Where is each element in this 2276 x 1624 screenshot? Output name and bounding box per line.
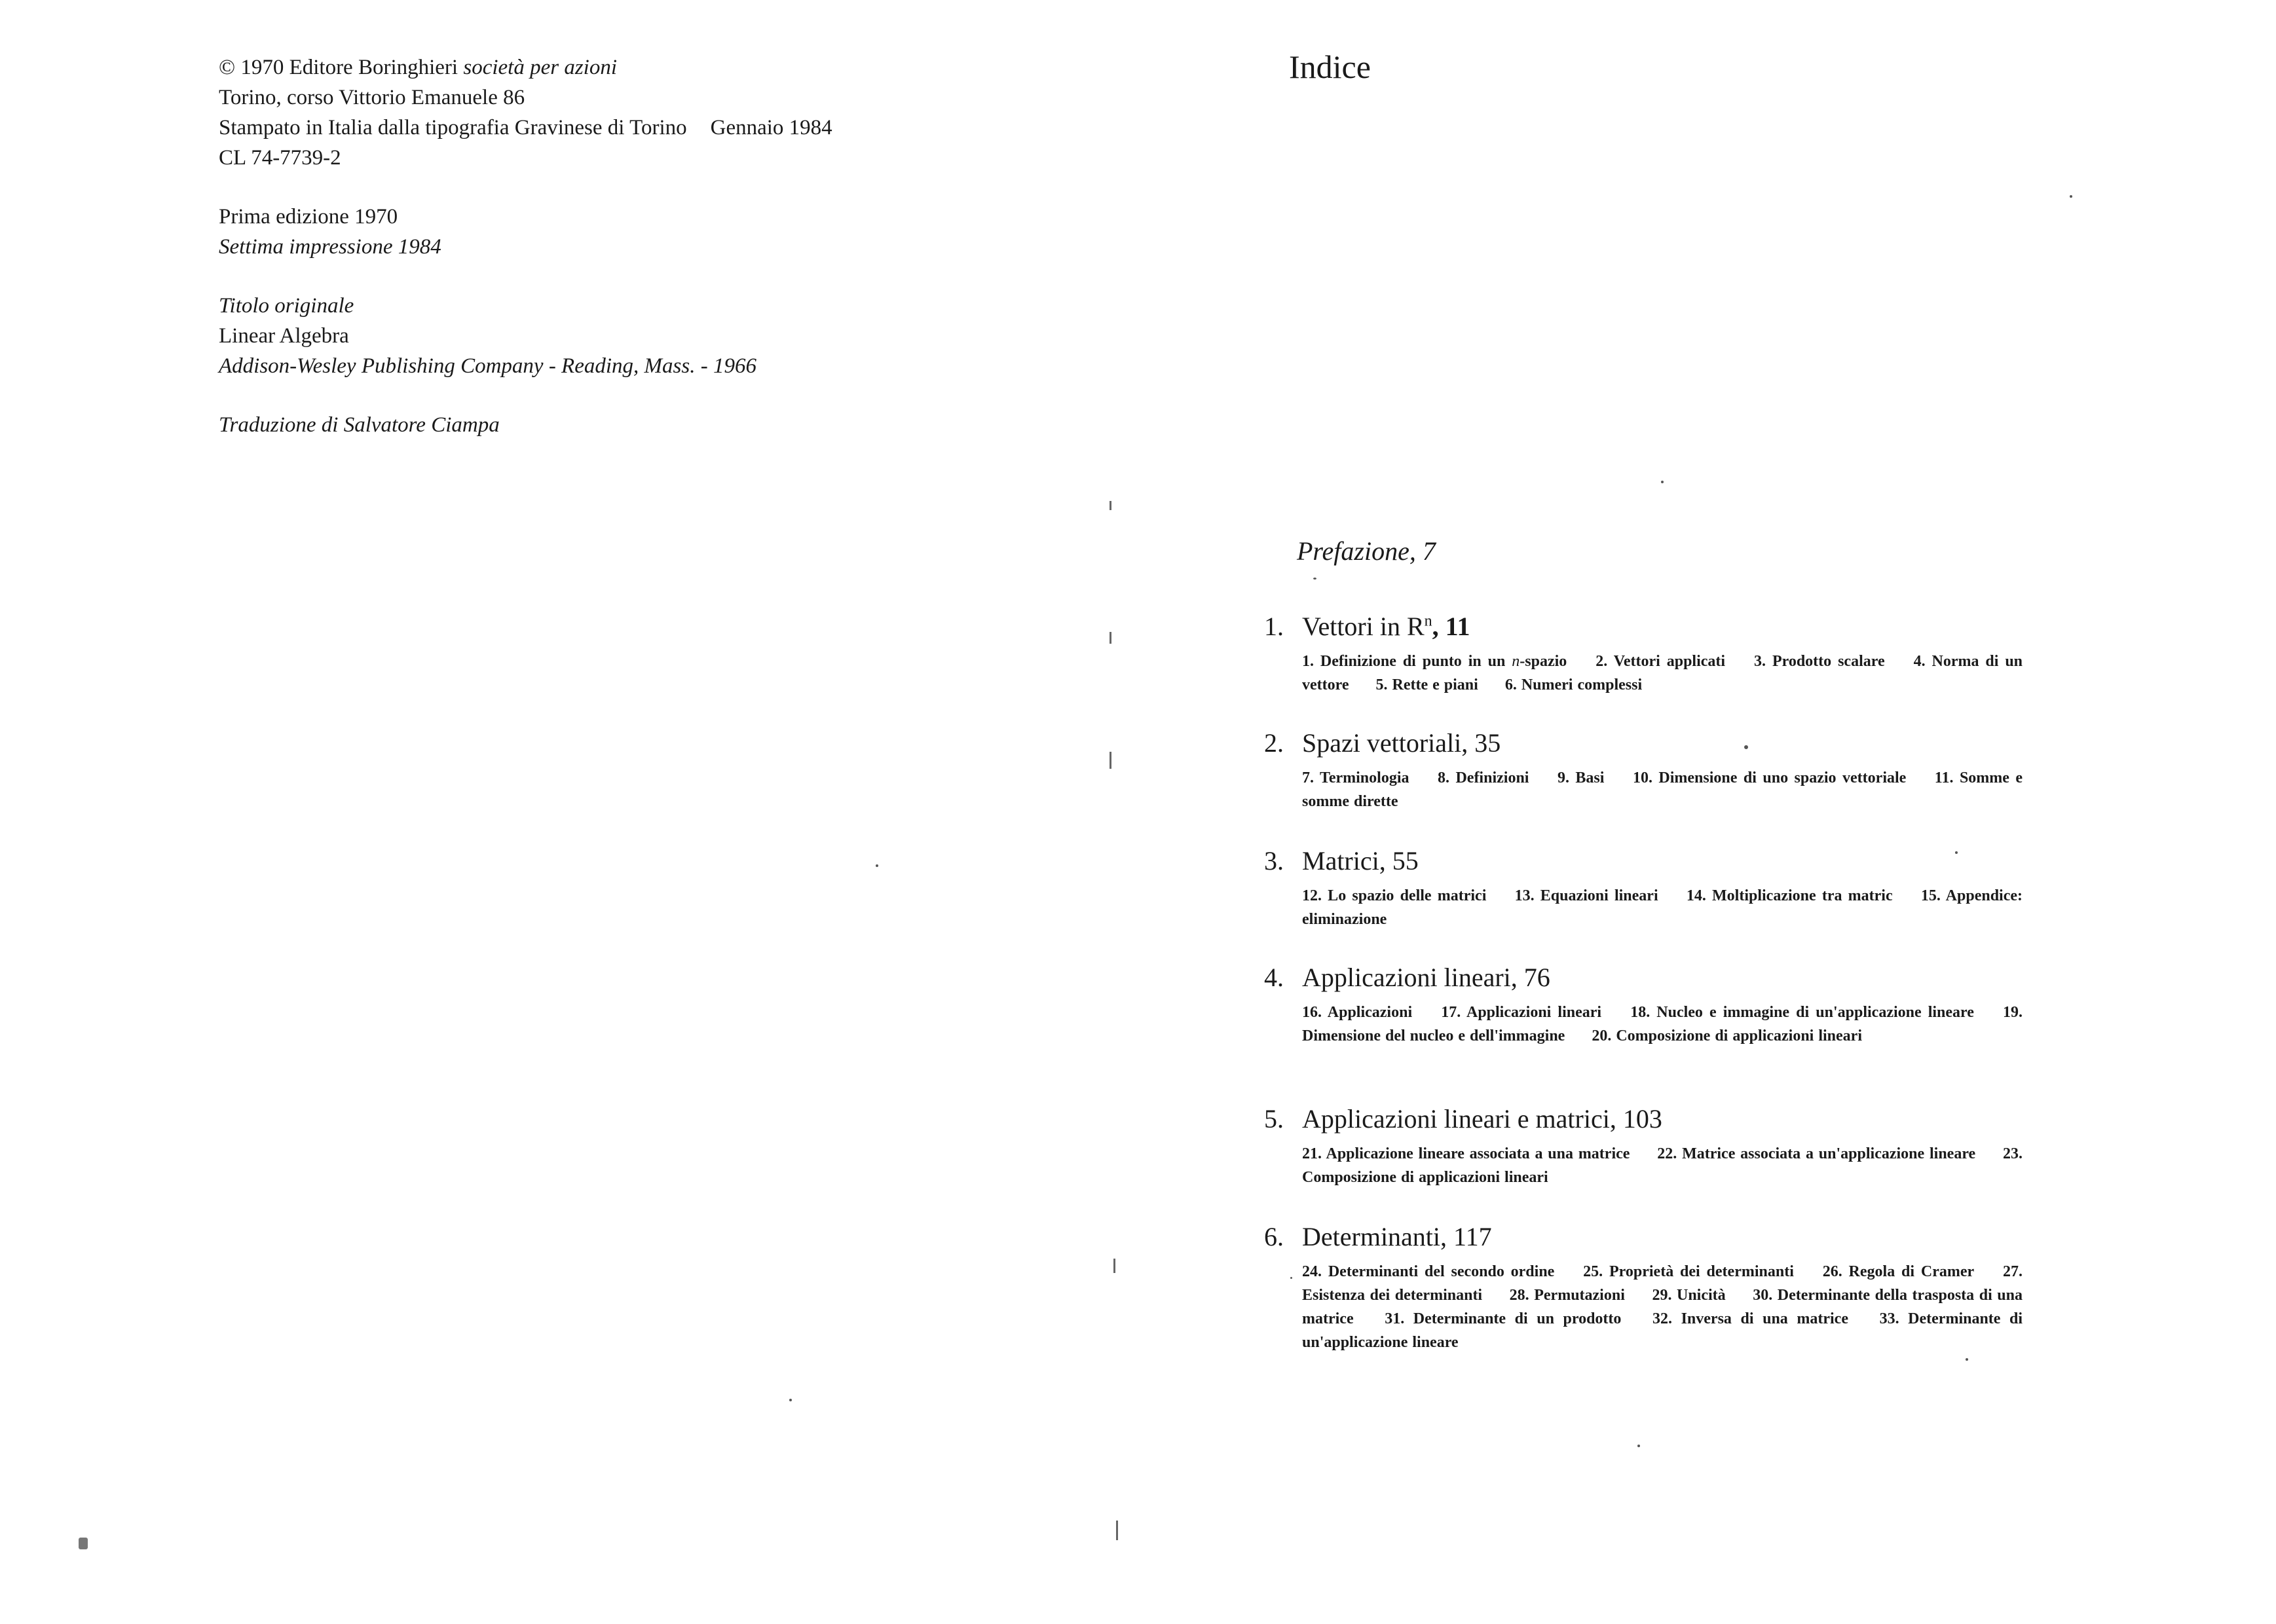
section-item: 4. Norma di un vettore [1302, 653, 2023, 693]
original-publisher: Addison-Wesley Publishing Company - Reading, Mass. - 1966 [219, 354, 756, 378]
chapter-number: 2. [1264, 728, 1284, 758]
chapter-heading [1264, 1221, 2024, 1253]
chapter-page: , 103 [1609, 1104, 1662, 1134]
index-title: Indice [1289, 48, 1371, 85]
chapter-sections [1302, 650, 2023, 697]
preface-label: Prefazione [1297, 536, 1409, 566]
colophon-translation-block [219, 410, 1037, 440]
company-form: società per azioni [463, 56, 618, 79]
chapter-heading [1264, 1103, 2024, 1135]
section-item: 27. Esistenza dei determinanti [1302, 1263, 2023, 1304]
colophon-publisher-block [219, 52, 1037, 173]
chapter-entry [1264, 610, 2024, 697]
gutter-mark [1113, 1259, 1115, 1273]
copyright-text: © 1970 Editore Boringhieri [219, 56, 464, 79]
section-item: 19. Dimensione del nucleo e dell'immagine [1302, 1004, 2023, 1044]
section-item: 7. Terminologia [1302, 769, 1409, 786]
impression: Settima impressione 1984 [219, 235, 441, 259]
chapter-number: 5. [1264, 1104, 1284, 1134]
chapter-page: , 35 [1461, 728, 1501, 758]
chapter-entry [1264, 1103, 2024, 1189]
section-item: 20. Composizione di applicazioni lineari [1592, 1027, 1863, 1044]
chapter-sections [1302, 1142, 2023, 1189]
section-item [1302, 653, 1567, 670]
scan-speck [1637, 1445, 1640, 1447]
translation-credit: Traduzione di Salvatore Ciampa [219, 413, 500, 437]
copyright-line [219, 52, 1037, 83]
colophon-edition-block [219, 202, 1037, 262]
chapter-number: 4. [1264, 963, 1284, 992]
colophon [219, 52, 1037, 469]
colophon-original-block [219, 291, 1037, 381]
section-item: 18. Nucleo e immagine di un'applicazione lineare [1630, 1004, 1974, 1021]
chapter-title: Applicazioni lineari e matrici [1302, 1104, 1610, 1134]
preface-entry [1297, 536, 1436, 567]
section-item: 17. Applicazioni lineari [1441, 1004, 1602, 1021]
chapter-sections [1302, 884, 2023, 931]
chapter-page: , 11 [1432, 612, 1470, 641]
publisher-address: Torino, corso Vittorio Emanuele 86 [219, 86, 525, 109]
section-item: 13. Equazioni lineari [1514, 887, 1658, 904]
chapter-title-superscript: n [1424, 612, 1432, 630]
scan-speck [1744, 745, 1748, 749]
section-item: 31. Determinante di un prodotto [1385, 1310, 1622, 1327]
original-title-label: Titolo originale [219, 294, 354, 318]
section-text: 1. Definizione di punto in un [1302, 653, 1512, 670]
chapter-sections [1302, 1260, 2023, 1354]
chapter-title: Applicazioni lineari [1302, 963, 1511, 992]
chapter-number: 3. [1264, 846, 1284, 876]
scan-speck [1955, 851, 1958, 854]
scan-speck [1313, 578, 1316, 580]
chapter-page: , 55 [1379, 846, 1419, 876]
section-item: 10. Dimensione di uno spazio vettoriale [1632, 769, 1907, 786]
section-item: 9. Basi [1557, 769, 1605, 786]
section-italic: n [1512, 653, 1520, 670]
chapter-sections [1302, 766, 2023, 813]
scan-speck [79, 1538, 88, 1549]
chapter-title: Matrici [1302, 846, 1379, 876]
section-item: 24. Determinanti del secondo ordine [1302, 1263, 1555, 1280]
chapter-heading [1264, 961, 2024, 994]
chapter-title: Vettori in R [1302, 612, 1425, 641]
section-item: 3. Prodotto scalare [1754, 653, 1885, 670]
original-title: Linear Algebra [219, 324, 349, 348]
section-item: 12. Lo spazio delle matrici [1302, 887, 1487, 904]
section-item: 5. Rette e piani [1375, 676, 1478, 693]
section-item: 16. Applicazioni [1302, 1004, 1413, 1021]
section-item: 30. Determinante della trasposta di una matrice [1302, 1287, 2023, 1327]
chapter-entry [1264, 961, 2024, 1048]
gutter-mark [1110, 632, 1111, 644]
scan-speck [1290, 1277, 1292, 1279]
scan-speck [789, 1399, 792, 1401]
chapter-entry [1264, 1221, 2024, 1354]
chapter-entry [1264, 727, 2024, 813]
chapter-heading [1264, 845, 2024, 877]
chapter-page: , 117 [1440, 1222, 1492, 1251]
section-suffix: -spazio [1520, 653, 1567, 670]
section-item: 23. Composizione di applicazioni lineari [1302, 1145, 2023, 1186]
section-item: 11. Somme e somme dirette [1302, 769, 2023, 810]
printing-text: Stampato in Italia dalla tipografia Gravinese di Torino [219, 116, 687, 139]
scan-speck [1966, 1358, 1968, 1361]
chapter-heading [1264, 610, 2024, 643]
section-item: 28. Permutazioni [1509, 1287, 1625, 1304]
chapter-heading [1264, 727, 2024, 760]
gutter-mark [1110, 752, 1111, 769]
cl-code: CL 74-7739-2 [219, 146, 341, 170]
section-item: 21. Applicazione lineare associata a una matrice [1302, 1145, 1630, 1162]
preface-page: , 7 [1409, 536, 1436, 566]
printing-line [219, 113, 1037, 143]
gutter-mark [1116, 1521, 1118, 1540]
section-item: 25. Proprietà dei determinanti [1583, 1263, 1794, 1280]
section-item: 15. Appendice: eliminazione [1302, 887, 2023, 928]
chapter-number: 1. [1264, 612, 1284, 641]
chapter-number: 6. [1264, 1222, 1284, 1251]
print-date: Gennaio 1984 [710, 116, 832, 139]
section-item: 14. Moltiplicazione tra matric [1686, 887, 1893, 904]
section-item: 26. Regola di Cramer [1822, 1263, 1975, 1280]
chapter-title: Spazi vettoriali [1302, 728, 1462, 758]
chapter-page: , 76 [1510, 963, 1550, 992]
section-item: 33. Determinante di un'applicazione lineare [1302, 1310, 2023, 1351]
scan-speck [2070, 195, 2072, 198]
section-item: 2. Vettori applicati [1595, 653, 1726, 670]
scan-speck [1661, 481, 1664, 483]
chapter-entry [1264, 845, 2024, 931]
chapter-title: Determinanti [1302, 1222, 1441, 1251]
first-edition: Prima edizione 1970 [219, 205, 398, 229]
chapter-sections [1302, 1001, 2023, 1048]
section-item: 32. Inversa di una matrice [1652, 1310, 1848, 1327]
section-item: 6. Numeri complessi [1504, 676, 1643, 693]
scan-speck [876, 864, 878, 867]
section-item: 29. Unicità [1652, 1287, 1726, 1304]
section-item: 22. Matrice associata a un'applicazione lineare [1657, 1145, 1976, 1162]
section-item: 8. Definizioni [1437, 769, 1529, 786]
gutter-mark [1110, 501, 1111, 510]
